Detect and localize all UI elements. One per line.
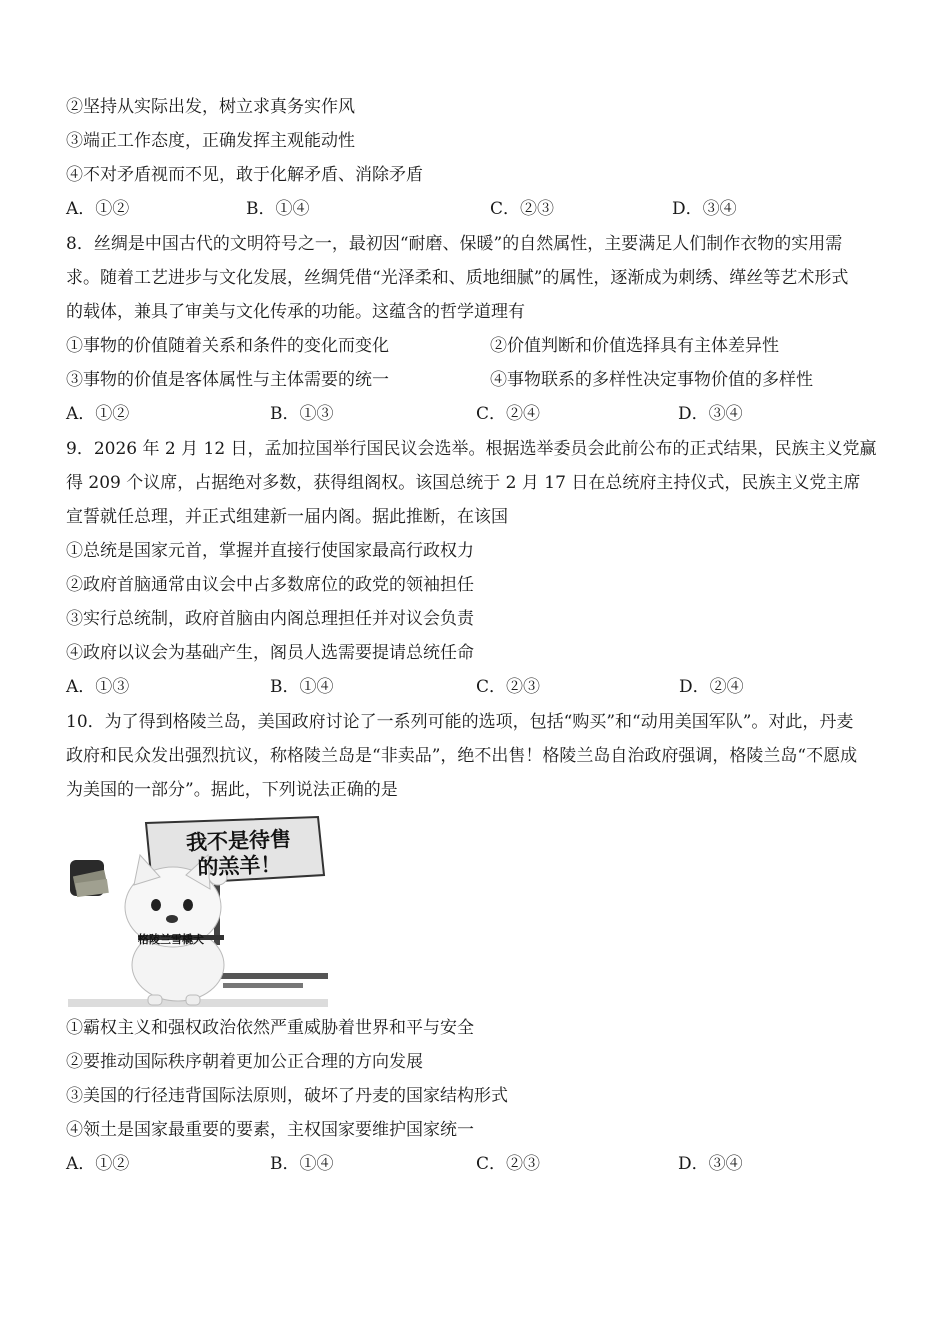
q7-option-d: D．③④ [672, 199, 737, 219]
q9-stem-line-3: 宣誓就任总理，并正式组建新一届内阁。据此推断，在该国 [66, 507, 508, 527]
q9-option-c: C．②③ [476, 677, 541, 697]
q8-stem-line-2: 求。随着工艺进步与文化发展，丝绸凭借“光泽柔和、质地细腻”的属性，逐渐成为刺绣、缂丝等艺术形式 [66, 268, 849, 288]
q9-statement-2: ②政府首脑通常由议会中占多数席位的政党的领袖担任 [66, 575, 474, 595]
q10-stem-line-3: 为美国的一部分”。据此，下列说法正确的是 [66, 780, 398, 800]
q10-cartoon [68, 815, 328, 1007]
q10-statement-2: ②要推动国际秩序朝着更加公正合理的方向发展 [66, 1052, 423, 1072]
q8-stem-line-1: 8．丝绸是中国古代的文明符号之一，最初因“耐磨、保暖”的自然属性，主要满足人们制作衣物的实用需 [66, 234, 843, 254]
q8-statement-4: ④事物联系的多样性决定事物价值的多样性 [490, 370, 813, 390]
q8-option-a: A．①② [66, 404, 130, 424]
q8-option-d: D．③④ [678, 404, 743, 424]
q7-option-b: B．①④ [246, 199, 310, 219]
sign-line-2: 的羔羊！ [197, 852, 282, 880]
q10-option-c: C．②③ [476, 1154, 541, 1174]
q10-stem-line-1: 10．为了得到格陵兰岛，美国政府讨论了一系列可能的选项，包括“购买”和“动用美国军队”。对此，丹麦 [66, 712, 854, 732]
q8-stem-line-3: 的载体，兼具了审美与文化传承的功能。这蕴含的哲学道理有 [66, 302, 525, 322]
q7-option-a: A．①② [66, 199, 130, 219]
q8-statement-1: ①事物的价值随着关系和条件的变化而变化 [66, 336, 389, 356]
q7-statement-4: ④不对矛盾视而不见，敢于化解矛盾、消除矛盾 [66, 165, 423, 185]
q10-statement-3: ③美国的行径违背国际法原则，破坏了丹麦的国家结构形式 [66, 1086, 508, 1106]
q9-statement-3: ③实行总统制，政府首脑由内阁总理担任并对议会负责 [66, 609, 474, 629]
sign-text [163, 826, 315, 881]
q9-stem-line-1: 9．2026 年 2 月 12 日，孟加拉国举行国民议会选举。根据选举委员会此前公布的正式结果，民族主义党赢 [66, 439, 877, 459]
q10-option-a: A．①② [66, 1154, 130, 1174]
q8-option-c: C．②④ [476, 404, 541, 424]
q7-option-c: C．②③ [490, 199, 555, 219]
q7-statement-2: ②坚持从实际出发，树立求真务实作风 [66, 97, 355, 117]
q10-statement-4: ④领土是国家最重要的要素，主权国家要维护国家统一 [66, 1120, 474, 1140]
money-hand-icon [70, 860, 109, 897]
q9-option-b: B．①④ [270, 677, 334, 697]
q8-statement-2: ②价值判断和价值选择具有主体差异性 [490, 336, 779, 356]
q9-stem-line-2: 得 209 个议席，占据绝对多数，获得组阁权。该国总统于 2 月 17 日在总统府主持仪式，民族主义党主席 [66, 473, 861, 493]
q10-option-d: D．③④ [678, 1154, 743, 1174]
collar-label: 格陵兰雪橇犬 [138, 933, 204, 946]
q8-option-b: B．①③ [270, 404, 334, 424]
q7-statement-3: ③端正工作态度，正确发挥主观能动性 [66, 131, 355, 151]
cartoon-board-2 [223, 983, 303, 988]
q10-stem-line-2: 政府和民众发出强烈抗议，称格陵兰岛是“非卖品”，绝不出售！格陵兰岛自治政府强调，格陵兰岛“不愿成 [66, 746, 858, 766]
q9-statement-1: ①总统是国家元首，掌握并直接行使国家最高行政权力 [66, 541, 474, 561]
sign-line-1: 我不是待售 [185, 827, 292, 855]
q8-statement-3: ③事物的价值是客体属性与主体需要的统一 [66, 370, 389, 390]
q10-option-b: B．①④ [270, 1154, 334, 1174]
q9-option-d: D．②④ [679, 677, 744, 697]
q10-statement-1: ①霸权主义和强权政治依然严重威胁着世界和平与安全 [66, 1018, 474, 1038]
q9-option-a: A．①③ [66, 677, 130, 697]
cartoon-board [218, 973, 328, 979]
q9-statement-4: ④政府以议会为基础产生，阁员人选需要提请总统任命 [66, 643, 474, 663]
